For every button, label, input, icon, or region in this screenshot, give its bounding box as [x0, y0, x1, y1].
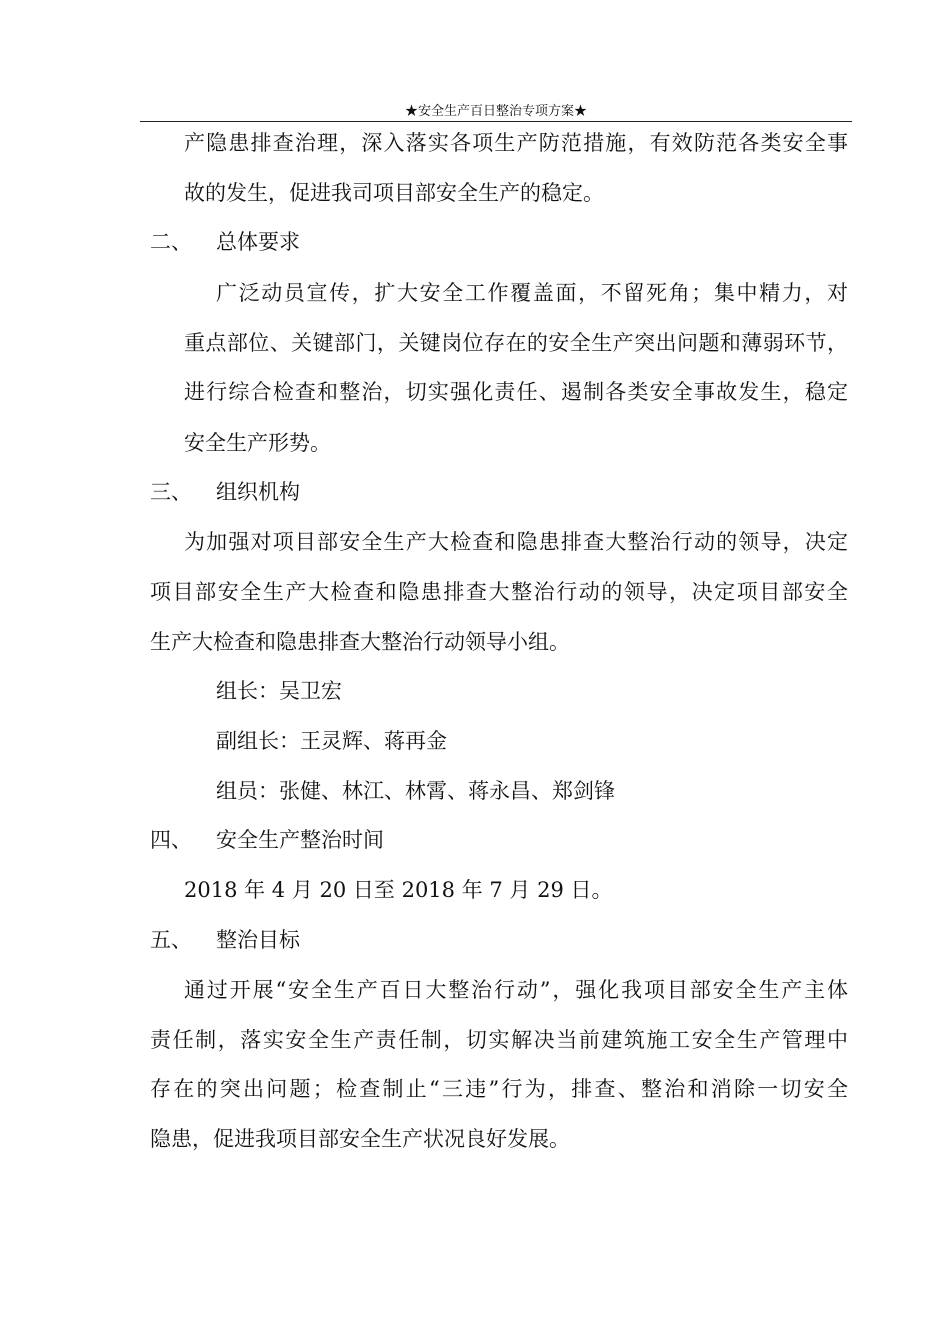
body-line: 为加强对项目部安全生产大检查和隐患排查大整治行动的领导，决定 [184, 530, 848, 554]
section-number: 五、 [150, 928, 192, 952]
page-header: ★安全生产百日整治专项方案★ [404, 104, 587, 119]
member-leader: 组长：吴卫宏 [216, 679, 342, 703]
section-title: 组织机构 [216, 480, 300, 504]
section-title: 整治目标 [216, 928, 300, 952]
section-title: 总体要求 [216, 230, 300, 254]
member-deputy-leader: 副组长：王灵辉、蒋再金 [216, 729, 447, 753]
body-line: 责任制，落实安全生产责任制，切实解决当前建筑施工安全生产管理中 [150, 1028, 848, 1052]
section-number: 二、 [150, 230, 192, 254]
section-heading-2 [150, 227, 850, 257]
body-line: 项目部安全生产大检查和隐患排查大整治行动的领导，决定项目部安全 [150, 580, 848, 604]
date-range: 2018 年 4 月 20 日至 2018 年 7 月 29 日。 [184, 878, 613, 902]
body-line: 产隐患排查治理，深入落实各项生产防范措施，有效防范各类安全事 [184, 131, 848, 155]
section-number: 三、 [150, 480, 192, 504]
body-line: 通过开展“安全生产百日大整治行动”，强化我项目部安全生产主体 [184, 978, 848, 1002]
body-line: 存在的突出问题；检查制止“三违”行为，排查、整治和消除一切安全 [150, 1077, 848, 1101]
body-line: 重点部位、关键部门，关键岗位存在的安全生产突出问题和薄弱环节， [184, 331, 848, 355]
section-title: 安全生产整治时间 [216, 828, 384, 852]
header-divider [140, 121, 852, 122]
body-line: 广泛动员宣传，扩大安全工作覆盖面，不留死角；集中精力，对 [216, 281, 848, 305]
section-heading-4 [150, 825, 850, 855]
body-line: 隐患，促进我项目部安全生产状况良好发展。 [150, 1127, 570, 1151]
section-number: 四、 [150, 828, 192, 852]
section-heading-3 [150, 477, 850, 507]
body-line: 进行综合检查和整治，切实强化责任、遏制各类安全事故发生，稳定 [184, 380, 848, 404]
section-heading-5 [150, 925, 850, 955]
body-line: 安全生产形势。 [184, 431, 331, 455]
body-line: 故的发生，促进我司项目部安全生产的稳定。 [184, 181, 604, 205]
member-list: 组员：张健、林江、林霄、蒋永昌、郑剑锋 [216, 779, 615, 803]
body-line: 生产大检查和隐患排查大整治行动领导小组。 [150, 630, 570, 654]
